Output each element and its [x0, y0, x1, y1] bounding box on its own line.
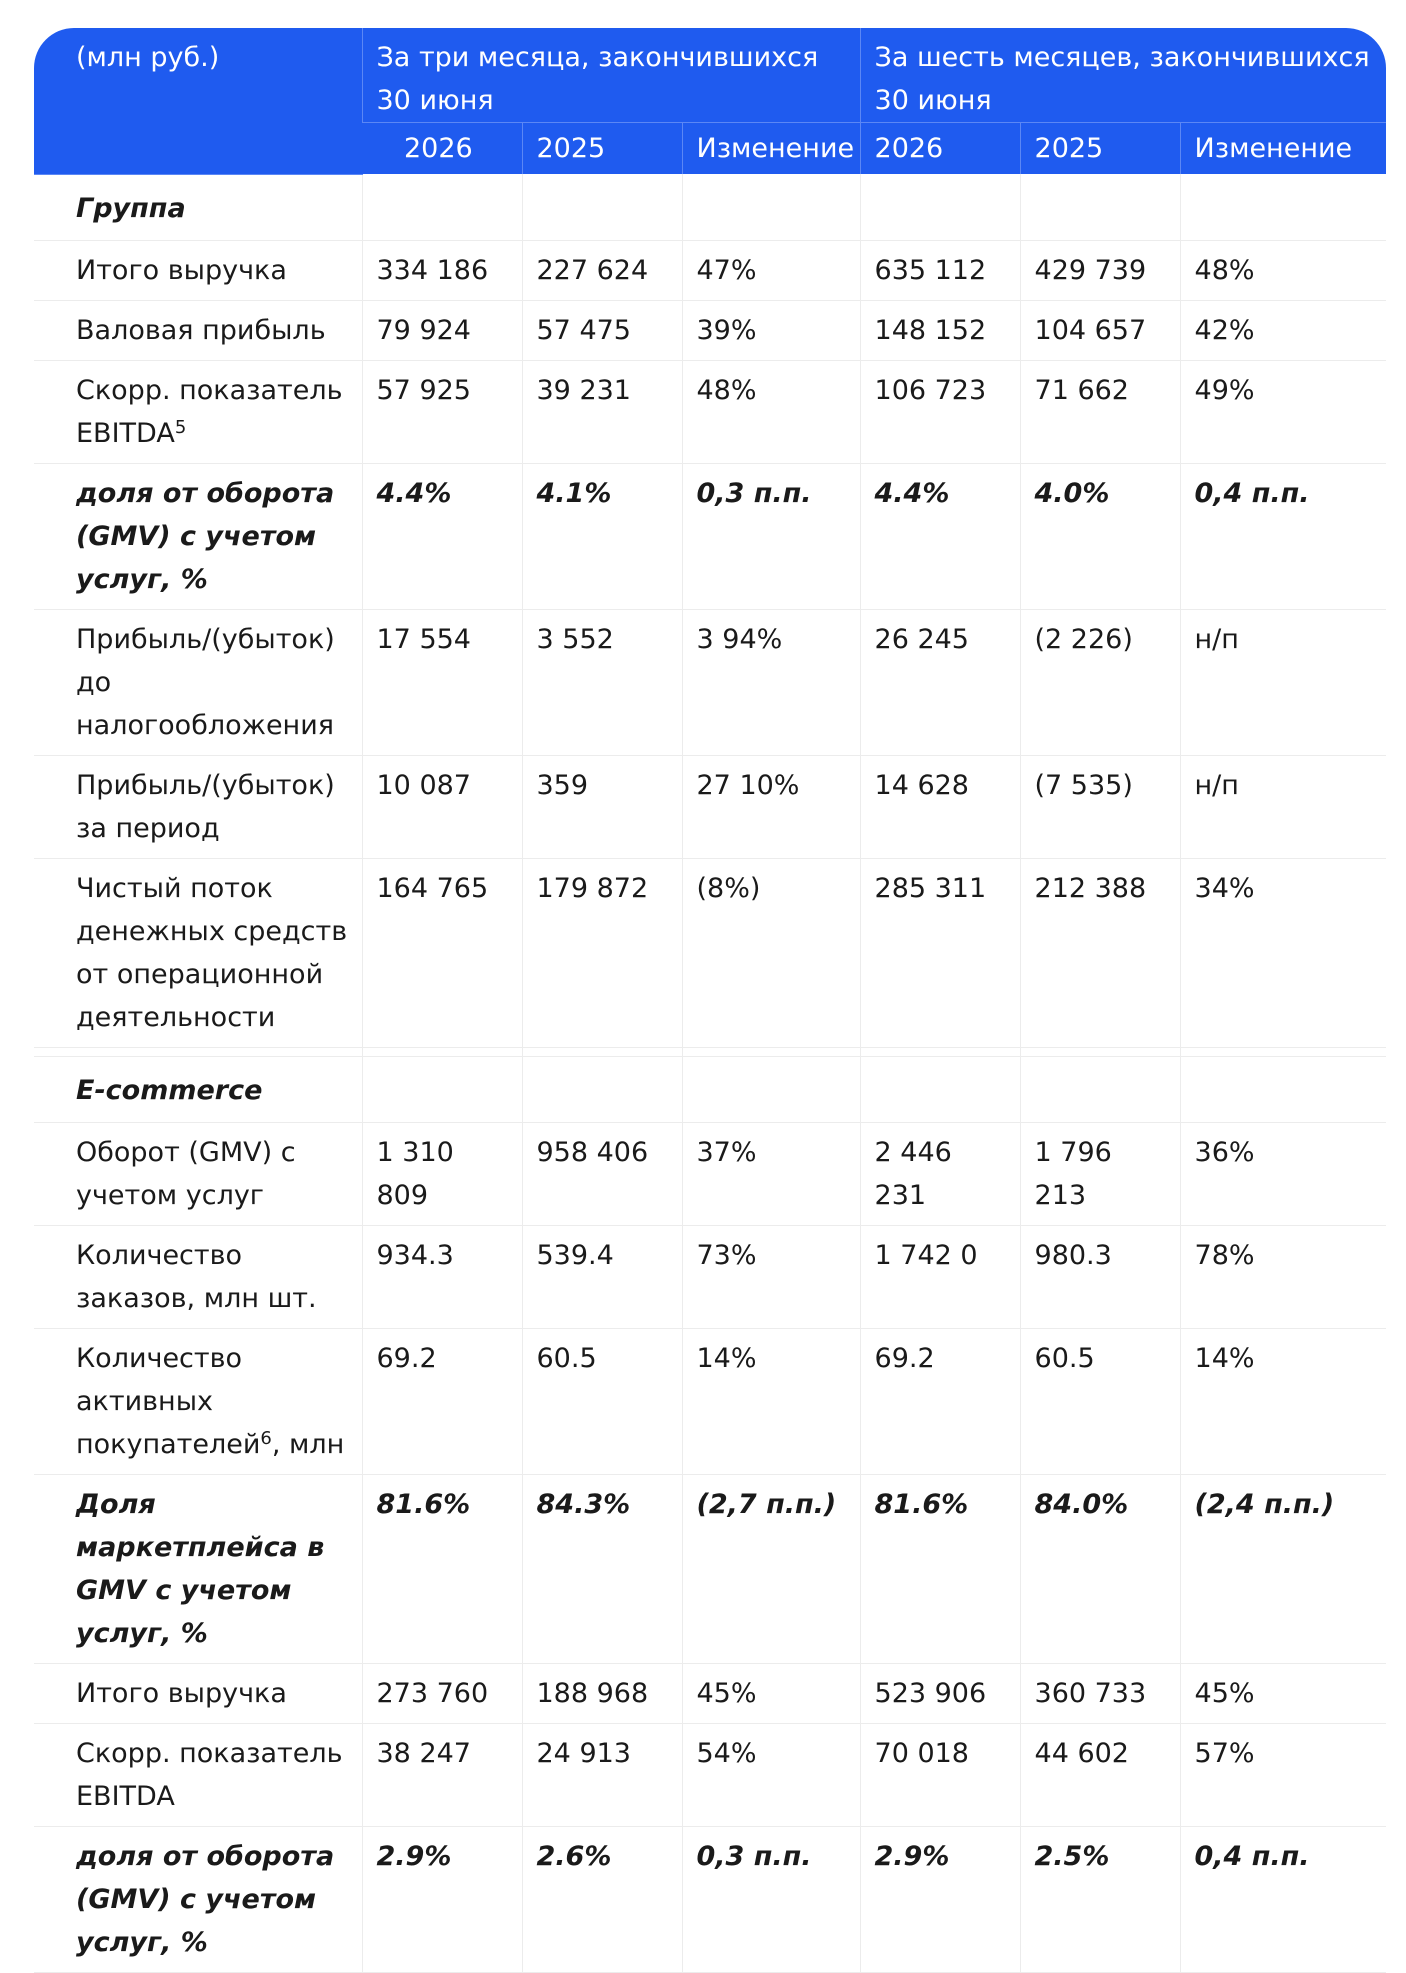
financial-table-container [34, 28, 1386, 1973]
table-row [34, 755, 1386, 858]
table-cell: 359 [522, 755, 682, 858]
row-label [34, 360, 362, 463]
table-row [34, 1328, 1386, 1474]
table-cell: 57 475 [522, 300, 682, 360]
header-six-months: За шесть месяцев, закончившихся 30 июня [860, 28, 1386, 123]
table-cell: 188 968 [522, 1663, 682, 1723]
table-header [34, 28, 1386, 174]
table-cell: 73% [682, 1225, 860, 1328]
row-label [34, 463, 362, 609]
table-cell [1020, 1047, 1180, 1056]
table-cell [682, 1056, 860, 1122]
table-cell: 44 602 [1020, 1723, 1180, 1826]
header-3m-2025: 2025 [522, 123, 682, 175]
table-cell: 148 152 [860, 300, 1020, 360]
row-label [34, 1723, 362, 1826]
table-cell: 78% [1180, 1225, 1386, 1328]
table-cell: 42% [1180, 300, 1386, 360]
header-6m-change: Изменение [1180, 123, 1386, 175]
table-cell: 1 796 213 [1020, 1122, 1180, 1225]
table-row [34, 1663, 1386, 1723]
table-row [34, 1723, 1386, 1826]
row-label-text: доля от оборота (GMV) с учетом услуг, % [76, 1840, 335, 1958]
table-cell [362, 1047, 522, 1056]
table-row [34, 300, 1386, 360]
table-cell: 2.5% [1020, 1826, 1180, 1972]
table-cell [682, 174, 860, 240]
row-label [34, 858, 362, 1047]
table-cell: 334 186 [362, 240, 522, 300]
table-row [34, 1122, 1386, 1225]
table-cell: 2.9% [860, 1826, 1020, 1972]
row-label [34, 1826, 362, 1972]
table-row [34, 1474, 1386, 1663]
table-cell: (2,4 п.п.) [1180, 1474, 1386, 1663]
table-cell: 4.4% [860, 463, 1020, 609]
table-cell: 0,4 п.п. [1180, 1826, 1386, 1972]
table-cell: 48% [682, 360, 860, 463]
table-cell: 14% [682, 1328, 860, 1474]
table-cell [1180, 174, 1386, 240]
row-label [34, 240, 362, 300]
table-cell: 79 924 [362, 300, 522, 360]
row-label-text: Прибыль/(убыток) до налогообложения [76, 623, 335, 741]
table-cell: 635 112 [860, 240, 1020, 300]
table-cell: 36% [1180, 1122, 1386, 1225]
row-label [34, 1328, 362, 1474]
table-cell: 45% [1180, 1663, 1386, 1723]
table-cell: 0,4 п.п. [1180, 463, 1386, 609]
table-cell: 934.3 [362, 1225, 522, 1328]
table-row [34, 1225, 1386, 1328]
table-cell: 1 310 809 [362, 1122, 522, 1225]
row-label [34, 1225, 362, 1328]
table-cell [362, 1056, 522, 1122]
table-cell: н/п [1180, 609, 1386, 755]
table-cell: 14 628 [860, 755, 1020, 858]
table-cell: (8%) [682, 858, 860, 1047]
table-cell: 10 087 [362, 755, 522, 858]
table-cell [362, 174, 522, 240]
table-row [34, 360, 1386, 463]
table-cell: 523 906 [860, 1663, 1020, 1723]
row-label-text: Итого выручка [76, 1677, 287, 1709]
table-cell: 60.5 [522, 1328, 682, 1474]
table-cell: 2.9% [362, 1826, 522, 1972]
header-6m-2025: 2025 [1020, 123, 1180, 175]
header-row-periods [34, 28, 1386, 123]
table-cell: 273 760 [362, 1663, 522, 1723]
table-cell: 39 231 [522, 360, 682, 463]
row-label-text: Итого выручка [76, 254, 287, 286]
table-cell: 429 739 [1020, 240, 1180, 300]
table-cell: 81.6% [860, 1474, 1020, 1663]
table-cell [860, 1056, 1020, 1122]
table-cell: 39% [682, 300, 860, 360]
table-cell: 48% [1180, 240, 1386, 300]
table-body [34, 174, 1386, 1972]
footnote-mark: 5 [174, 416, 187, 438]
table-cell: 54% [682, 1723, 860, 1826]
table-cell: 212 388 [1020, 858, 1180, 1047]
header-unit: (млн руб.) [34, 28, 362, 174]
table-row [34, 463, 1386, 609]
table-cell [522, 174, 682, 240]
table-cell: 14% [1180, 1328, 1386, 1474]
row-label-text: Скорр. показатель EBITDA [76, 374, 343, 449]
footnote-mark: 6 [260, 1427, 272, 1449]
row-label [34, 1663, 362, 1723]
table-cell: 4.1% [522, 463, 682, 609]
table-cell [860, 1047, 1020, 1056]
table-cell: 71 662 [1020, 360, 1180, 463]
row-label-text: Группа [76, 192, 186, 224]
table-cell [1180, 1056, 1386, 1122]
table-cell: 3 94% [682, 609, 860, 755]
table-cell: 81.6% [362, 1474, 522, 1663]
table-cell: (2,7 п.п.) [682, 1474, 860, 1663]
row-label-text: Скорр. показатель EBITDA [76, 1737, 343, 1812]
table-cell: 69.2 [362, 1328, 522, 1474]
table-cell: 106 723 [860, 360, 1020, 463]
table-cell [860, 174, 1020, 240]
table-cell [522, 1056, 682, 1122]
table-row [34, 609, 1386, 755]
row-label [34, 1474, 362, 1663]
section-label [34, 1056, 362, 1122]
table-cell: 45% [682, 1663, 860, 1723]
table-cell: 4.4% [362, 463, 522, 609]
table-cell [522, 1047, 682, 1056]
table-cell: 164 765 [362, 858, 522, 1047]
table-cell: 0,3 п.п. [682, 463, 860, 609]
row-label-text: Чистый поток денежных средств от операционной деятельности [76, 872, 348, 1033]
row-label [34, 1047, 362, 1056]
header-3m-change: Изменение [682, 123, 860, 175]
row-label [34, 300, 362, 360]
table-cell: 958 406 [522, 1122, 682, 1225]
table-row [34, 1826, 1386, 1972]
table-cell: 26 245 [860, 609, 1020, 755]
table-cell: 1 742 0 [860, 1225, 1020, 1328]
table-cell: 360 733 [1020, 1663, 1180, 1723]
table-cell: 4.0% [1020, 463, 1180, 609]
table-cell: 69.2 [860, 1328, 1020, 1474]
table-cell: 38 247 [362, 1723, 522, 1826]
table-cell: 60.5 [1020, 1328, 1180, 1474]
table-cell: 3 552 [522, 609, 682, 755]
table-cell: 0,3 п.п. [682, 1826, 860, 1972]
table-cell: 285 311 [860, 858, 1020, 1047]
table-row [34, 240, 1386, 300]
table-cell: 17 554 [362, 609, 522, 755]
financial-results-table [34, 28, 1386, 1973]
table-cell: 49% [1180, 360, 1386, 463]
table-cell: 84.3% [522, 1474, 682, 1663]
header-3m-2026: 2026 [362, 123, 522, 175]
header-three-months: За три месяца, закончившихся 30 июня [362, 28, 860, 123]
table-cell: 179 872 [522, 858, 682, 1047]
table-cell: 57 925 [362, 360, 522, 463]
section-label [34, 174, 362, 240]
row-label [34, 1122, 362, 1225]
section-row [34, 174, 1386, 240]
row-label [34, 609, 362, 755]
row-label-text: Доля маркетплейса в GMV с учетом услуг, % [76, 1488, 325, 1649]
table-cell: 2 446 231 [860, 1122, 1020, 1225]
row-label-text: Количество активных покупателей [76, 1342, 261, 1460]
row-label [34, 755, 362, 858]
table-cell: (7 535) [1020, 755, 1180, 858]
header-6m-2026: 2026 [860, 123, 1020, 175]
table-cell: 34% [1180, 858, 1386, 1047]
table-cell: н/п [1180, 755, 1386, 858]
row-label-text: E-commerce [76, 1074, 263, 1106]
table-cell: 37% [682, 1122, 860, 1225]
section-row [34, 1056, 1386, 1122]
table-cell [1180, 1047, 1386, 1056]
table-cell: 70 018 [860, 1723, 1020, 1826]
table-row [34, 858, 1386, 1047]
table-cell: 539.4 [522, 1225, 682, 1328]
table-cell: (2 226) [1020, 609, 1180, 755]
table-cell: 104 657 [1020, 300, 1180, 360]
table-cell [682, 1047, 860, 1056]
table-cell: 980.3 [1020, 1225, 1180, 1328]
row-label-text: Прибыль/(убыток) за период [76, 769, 335, 844]
row-label-text: Оборот (GMV) с учетом услуг [76, 1136, 296, 1211]
table-cell: 47% [682, 240, 860, 300]
table-cell: 24 913 [522, 1723, 682, 1826]
table-cell: 84.0% [1020, 1474, 1180, 1663]
row-label-text: Количество заказов, млн шт. [76, 1239, 317, 1314]
table-cell: 227 624 [522, 240, 682, 300]
table-cell: 27 10% [682, 755, 860, 858]
row-label-suffix: , млн [271, 1428, 345, 1460]
table-cell [1020, 174, 1180, 240]
table-cell: 2.6% [522, 1826, 682, 1972]
table-cell [1020, 1056, 1180, 1122]
row-label-text: доля от оборота (GMV) с учетом услуг, % [76, 477, 335, 595]
table-row [34, 1047, 1386, 1056]
row-label-text: Валовая прибыль [76, 314, 326, 346]
table-cell: 57% [1180, 1723, 1386, 1826]
